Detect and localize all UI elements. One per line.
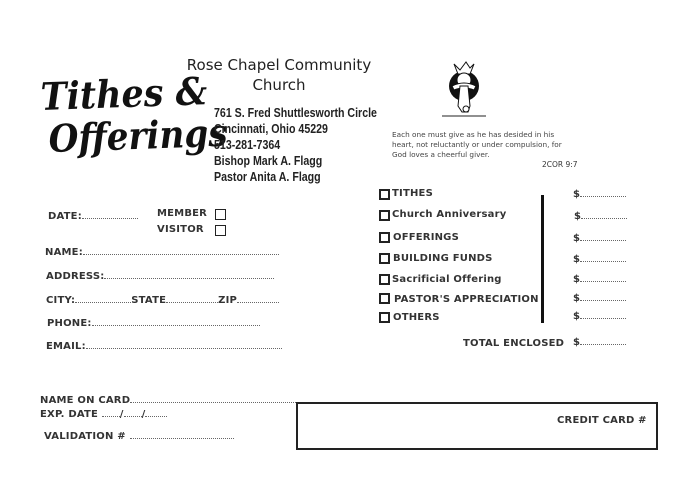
date-separator: /: [119, 409, 124, 420]
church-phone: 513-281-7364: [214, 138, 281, 152]
validation-field[interactable]: [44, 430, 234, 442]
credit-card-label: CREDIT CARD #: [557, 415, 647, 426]
date-label: DATE:: [48, 211, 82, 222]
building-funds-amount[interactable]: [573, 253, 626, 265]
address-street: 761 S. Fred Shuttlesworth Circle: [214, 106, 377, 120]
pastors-appreciation-checkbox[interactable]: [379, 293, 390, 304]
tithes-checkbox[interactable]: [379, 189, 390, 200]
member-label: MEMBER: [157, 208, 208, 219]
address-city: Cincinnati, Ohio 45229: [214, 122, 328, 136]
church-name-line2: Church: [252, 76, 306, 94]
tithes-amount[interactable]: [573, 188, 626, 200]
cheerful-giver-logo-icon: [436, 56, 492, 118]
offerings-label: OFFERINGS: [393, 232, 459, 243]
exp-date-label: EXP. DATE: [40, 409, 99, 420]
offerings-amount[interactable]: [573, 232, 626, 244]
others-checkbox[interactable]: [379, 312, 390, 323]
state-label: STATE: [131, 295, 167, 306]
validation-label: VALIDATION #: [44, 431, 126, 442]
exp-date-field[interactable]: [40, 408, 167, 420]
building-funds-label: BUILDING FUNDS: [393, 253, 493, 264]
sacrificial-offering-checkbox[interactable]: [379, 274, 390, 285]
dollar-sign: $: [573, 254, 581, 265]
total-enclosed-label: TOTAL ENCLOSED: [463, 338, 565, 349]
scripture-reference: 2COR 9:7: [542, 160, 578, 169]
scripture-verse: Each one must give as he has desided in his heart, not reluctantly or under compulsion, for God loves a cheerful giver.: [392, 130, 562, 159]
form-title-line2: Offerings: [47, 109, 229, 161]
form-title-line1: Tithes &: [39, 68, 208, 119]
tithes-label: TITHES: [392, 188, 433, 199]
total-enclosed-amount[interactable]: [573, 336, 626, 348]
others-label: OTHERS: [393, 312, 440, 323]
member-checkbox[interactable]: [215, 209, 226, 220]
offerings-divider: [541, 195, 544, 323]
dollar-sign: $: [573, 233, 581, 244]
name-field[interactable]: [45, 246, 279, 258]
sacrificial-offering-amount[interactable]: [573, 273, 626, 285]
city-state-zip-field[interactable]: [46, 294, 279, 306]
church-anniversary-amount[interactable]: [574, 210, 627, 222]
dollar-sign: $: [573, 274, 581, 285]
building-funds-checkbox[interactable]: [379, 253, 390, 264]
sacrificial-offering-label: Sacrificial Offering: [392, 274, 502, 285]
church-address-block: [214, 105, 406, 185]
others-amount[interactable]: [573, 310, 626, 322]
phone-field[interactable]: [47, 317, 260, 329]
dollar-sign: $: [573, 337, 581, 348]
pastors-appreciation-label: PASTOR'S APPRECIATION: [394, 294, 539, 305]
church-anniversary-checkbox[interactable]: [379, 210, 390, 221]
dollar-sign: $: [573, 189, 581, 200]
phone-label: PHONE:: [47, 318, 92, 329]
pastor-name: Pastor Anita A. Flagg: [214, 170, 321, 184]
email-label: EMAIL:: [46, 341, 86, 352]
date-field[interactable]: [48, 210, 138, 222]
dollar-sign: $: [574, 211, 582, 222]
credit-card-number-box[interactable]: [296, 402, 658, 450]
address-label: ADDRESS:: [46, 271, 105, 282]
dollar-sign: $: [573, 293, 581, 304]
name-on-card-label: NAME ON CARD: [40, 395, 131, 406]
church-anniversary-label: Church Anniversary: [392, 209, 507, 220]
church-name: [174, 55, 384, 95]
name-label: NAME:: [45, 247, 83, 258]
dollar-sign: $: [573, 311, 581, 322]
city-label: CITY:: [46, 295, 76, 306]
email-field[interactable]: [46, 340, 282, 352]
offerings-checkbox[interactable]: [379, 232, 390, 243]
visitor-checkbox[interactable]: [215, 225, 226, 236]
bishop-name: Bishop Mark A. Flagg: [214, 154, 323, 168]
pastors-appreciation-amount[interactable]: [573, 292, 626, 304]
date-separator: /: [141, 409, 146, 420]
address-field[interactable]: [46, 270, 274, 282]
visitor-label: VISITOR: [157, 224, 204, 235]
church-name-line1: Rose Chapel Community: [186, 56, 372, 74]
zip-label: ZIP: [218, 295, 238, 306]
